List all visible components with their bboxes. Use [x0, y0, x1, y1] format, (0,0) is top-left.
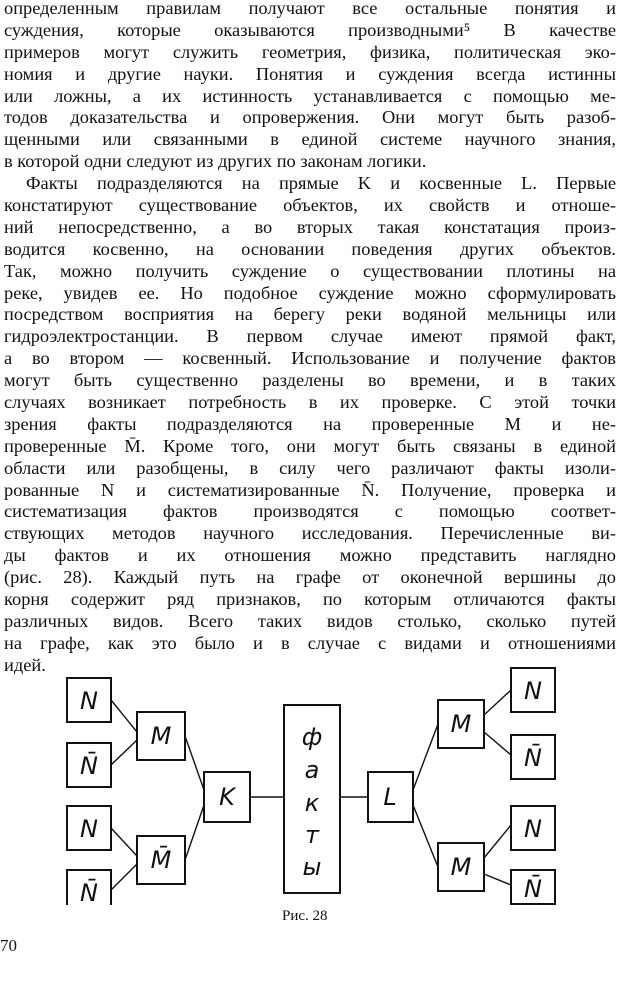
- text-line: области или разобщены, в силу чего различают факты изоли-: [4, 457, 616, 478]
- text-line: тодов доказательства и опровержения. Они могут быть разоб-: [4, 107, 616, 128]
- text-line: Факты подразделяются на прямые K и косвенные L. Первые: [26, 173, 616, 194]
- node-label: M: [450, 710, 472, 738]
- indirect-facts-node: [368, 772, 413, 822]
- node-label: N̄: [80, 752, 98, 780]
- text-line: номия и другие науки. Понятия и суждения всегда истинны: [4, 63, 616, 84]
- verified-node: [137, 712, 185, 760]
- node-label: N̄: [80, 879, 98, 905]
- edge: [185, 736, 204, 790]
- node-label: K: [219, 783, 235, 811]
- root-letter: т: [305, 821, 319, 849]
- text-line: случаях возникает потребность в их проверке. С этой точки: [4, 392, 616, 413]
- node-label: N: [80, 687, 98, 715]
- text-line: могут быть существенно разделены во времени, и в таких: [4, 370, 616, 391]
- leaf-node: [511, 668, 555, 712]
- leaf-node: [511, 870, 555, 904]
- text-line: констатируют существование объектов, их свойств и отноше-: [4, 195, 616, 216]
- node-label: M: [150, 722, 172, 750]
- text-line: (рис. 28). Каждый путь на графе от оконечной вершины до: [4, 567, 616, 588]
- node-label: M̄: [150, 846, 172, 874]
- text-line: водится косвенно, на основании поведения других объектов.: [4, 238, 616, 259]
- edge: [484, 732, 511, 755]
- text-line: проверенные M̄. Кроме того, они могут быть связаны в единой: [4, 435, 616, 456]
- root-letter: ы: [302, 853, 322, 881]
- unverified-node: [137, 836, 185, 884]
- node-label: M: [450, 853, 472, 881]
- root-node: [284, 705, 340, 893]
- text-line: зрения факты подразделяются на проверенные M и не-: [4, 413, 616, 434]
- edge: [413, 724, 438, 790]
- text-line: посредством восприятия на берегу реки водяной мельницы или: [4, 304, 616, 325]
- node-label: N: [524, 815, 542, 843]
- leaf-node: [67, 806, 111, 850]
- leaf-node: [511, 735, 555, 779]
- node-label: N̄: [524, 744, 542, 772]
- text-line: корня содержит ряд признаков, по которым отличаются факты: [4, 589, 616, 610]
- leaf-node: [67, 870, 111, 905]
- text-line: или ложны, а их истинность устанавливается с помощью ме-: [4, 85, 616, 106]
- edge: [111, 828, 137, 856]
- edge: [111, 700, 137, 732]
- node-label: N: [80, 815, 98, 843]
- text-line: определенным правилам получают все остальные понятия и: [4, 0, 616, 18]
- text-line: систематизация фактов производятся с помощью соответ-: [4, 501, 616, 522]
- text-line: ний непосредственно, а во вторых такая констатация произ-: [4, 216, 616, 237]
- verified-node: [438, 843, 484, 891]
- root-letter: ф: [301, 723, 323, 751]
- root-letter: к: [304, 789, 320, 817]
- edge: [484, 690, 511, 715]
- page-number: 70: [0, 936, 17, 955]
- direct-facts-node: [204, 772, 250, 822]
- text-line: на графе, как это было и в случае с видами и отношениями: [4, 632, 616, 653]
- text-line: ствующих методов научного исследования. Перечисленные ви-: [4, 523, 616, 544]
- verified-node: [438, 700, 484, 748]
- text-line: идей.: [4, 654, 46, 675]
- body-text: [4, 0, 616, 677]
- text-line: ды фактов и их отношения можно представить наглядно: [4, 545, 616, 566]
- leaf-node: [511, 806, 555, 850]
- edge: [484, 825, 511, 858]
- node-label: N: [524, 677, 542, 705]
- text-line: а во втором — косвенный. Использование и получение фактов: [4, 348, 616, 369]
- edge: [111, 864, 137, 890]
- text-line: различных видов. Всего таких видов столько, сколько путей: [4, 610, 616, 631]
- figure-28-tree-diagram: [0, 660, 620, 905]
- text-line: Так, можно получить суждение о существовании плотины на: [4, 260, 616, 281]
- leaf-node: [67, 743, 111, 787]
- edge: [185, 805, 204, 860]
- text-line: реке, увидев ее. Но подобное суждение можно сформулировать: [4, 282, 616, 303]
- root-letter: а: [304, 756, 320, 784]
- text-line: в которой одни следуют из других по законам логики.: [4, 151, 427, 172]
- text-line: примеров могут служить геометрия, физика, политическая эко-: [4, 41, 616, 62]
- edge: [111, 740, 137, 765]
- text-line: рованные N и систематизированные N̄. Получение, проверка и: [4, 479, 616, 500]
- node-label: L: [383, 783, 397, 811]
- figure-caption: Рис. 28: [282, 908, 328, 924]
- text-line: суждения, которые оказываются производными⁵ В качестве: [4, 19, 616, 40]
- edge: [413, 805, 438, 867]
- node-label: N̄: [524, 875, 542, 903]
- text-line: гидроэлектростанции. В первом случае имеют прямой факт,: [4, 326, 616, 347]
- leaf-node: [67, 678, 111, 722]
- edge: [484, 874, 511, 885]
- text-line: щенными или связанными в единой системе научного знания,: [4, 129, 616, 150]
